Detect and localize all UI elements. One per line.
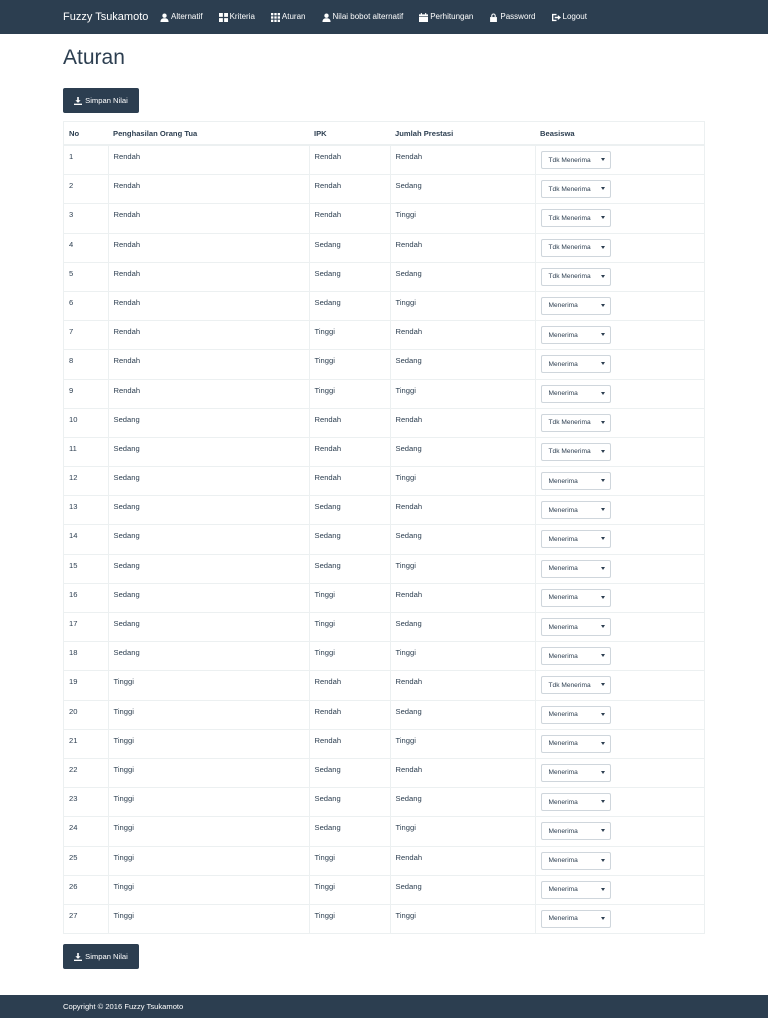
rules-table [63,121,705,934]
beasiswa-select-value: Tdk Menerima [548,244,591,252]
cell-penghasilan: Rendah [108,321,309,350]
table-row [64,904,705,933]
table-row [64,613,705,642]
cell-no: 11 [64,437,109,466]
cell-ipk: Sedang [309,496,390,525]
caret-down-icon [601,275,605,278]
caret-down-icon [601,450,605,453]
top-navbar [0,0,768,34]
nav-item-kriteria[interactable] [219,0,255,34]
cell-ipk: Rendah [309,467,390,496]
table-row [64,788,705,817]
cell-no: 23 [64,788,109,817]
table-header-row [64,122,705,146]
caret-down-icon [601,596,605,599]
cell-prestasi: Rendah [390,583,535,612]
table-row [64,817,705,846]
caret-down-icon [601,479,605,482]
caret-down-icon [601,771,605,774]
cell-no: 8 [64,350,109,379]
cell-penghasilan: Sedang [108,437,309,466]
cell-penghasilan: Sedang [108,583,309,612]
beasiswa-select[interactable] [541,852,611,870]
table-row [64,525,705,554]
caret-down-icon [601,567,605,570]
cell-ipk: Tinggi [309,613,390,642]
table-row [64,204,705,233]
cell-penghasilan: Tinggi [108,846,309,875]
footer [0,995,768,1018]
header-prestasi: Jumlah Prestasi [390,122,535,146]
beasiswa-select[interactable] [541,209,611,227]
table-row [64,321,705,350]
cell-penghasilan: Sedang [108,554,309,583]
beasiswa-select[interactable] [541,414,611,432]
beasiswa-select[interactable] [541,706,611,724]
beasiswa-select[interactable] [541,530,611,548]
table-row [64,729,705,758]
cell-penghasilan: Tinggi [108,817,309,846]
cell-ipk: Sedang [309,788,390,817]
nav-item-label: Kriteria [229,12,255,21]
caret-down-icon [601,917,605,920]
cell-no: 17 [64,613,109,642]
cell-beasiswa [535,817,705,846]
cell-no: 5 [64,262,109,291]
cell-beasiswa [535,233,705,262]
table-row [64,467,705,496]
cell-prestasi: Tinggi [390,904,535,933]
beasiswa-select-value: Tdk Menerima [548,448,591,456]
cell-no: 25 [64,846,109,875]
th-large-icon [219,13,228,22]
beasiswa-select[interactable] [541,180,611,198]
page-title: Aturan [63,46,125,69]
beasiswa-select[interactable] [541,822,611,840]
beasiswa-select[interactable] [541,676,611,694]
beasiswa-select[interactable] [541,501,611,519]
cell-no: 2 [64,175,109,204]
cell-beasiswa [535,379,705,408]
cell-penghasilan: Rendah [108,145,309,175]
cell-penghasilan: Sedang [108,408,309,437]
beasiswa-select[interactable] [541,385,611,403]
cell-beasiswa [535,408,705,437]
cell-penghasilan: Tinggi [108,729,309,758]
nav-item-label: Perhitungan [430,12,474,21]
cell-penghasilan: Tinggi [108,904,309,933]
beasiswa-select-value: Menerima [548,390,578,397]
cell-penghasilan: Tinggi [108,671,309,700]
cell-no: 24 [64,817,109,846]
cell-prestasi: Sedang [390,700,535,729]
cell-no: 3 [64,204,109,233]
cell-no: 6 [64,291,109,320]
cell-beasiswa [535,875,705,904]
nav-item-label: Password [500,12,536,21]
beasiswa-select-value: Menerima [548,857,578,864]
nav-item-aturan[interactable] [271,0,306,34]
caret-down-icon [601,859,605,862]
footer-copyright: Copyright © 2016 Fuzzy Tsukamoto [63,1002,184,1011]
cell-prestasi: Sedang [390,788,535,817]
cell-ipk: Rendah [309,671,390,700]
beasiswa-select-value: Tdk Menerima [548,156,591,164]
cell-no: 14 [64,525,109,554]
cell-beasiswa [535,437,705,466]
table-row [64,291,705,320]
nav-item-alternatif[interactable] [160,0,203,34]
cell-prestasi: Tinggi [390,817,535,846]
calendar-icon [419,13,428,22]
beasiswa-select[interactable] [541,910,611,928]
cell-ipk: Rendah [309,145,390,175]
cell-no: 1 [64,145,109,175]
cell-prestasi: Rendah [390,496,535,525]
header-no: No [64,122,109,146]
cell-ipk: Sedang [309,817,390,846]
cell-penghasilan: Tinggi [108,875,309,904]
cell-beasiswa [535,496,705,525]
beasiswa-select[interactable] [541,735,611,753]
beasiswa-select-value: Tdk Menerima [548,419,591,427]
beasiswa-select[interactable] [541,647,611,665]
caret-down-icon [601,683,605,686]
table-row [64,700,705,729]
cell-beasiswa [535,350,705,379]
th-icon [271,13,280,22]
cell-ipk: Sedang [309,758,390,787]
caret-down-icon [601,800,605,803]
nav-menu [160,0,603,34]
cell-ipk: Tinggi [309,583,390,612]
cell-ipk: Sedang [309,554,390,583]
beasiswa-select-value: Menerima [548,331,578,339]
caret-down-icon [601,333,605,336]
beasiswa-select-value: Menerima [548,652,578,660]
cell-no: 7 [64,321,109,350]
cell-beasiswa [535,788,705,817]
cell-ipk: Sedang [309,262,390,291]
cell-prestasi: Sedang [390,262,535,291]
nav-item-password[interactable] [489,0,535,34]
nav-item-label: Aturan [281,12,306,21]
cell-beasiswa [535,583,705,612]
cell-ipk: Sedang [309,291,390,320]
cell-prestasi: Tinggi [390,379,535,408]
caret-down-icon [601,508,605,511]
cell-beasiswa [535,321,705,350]
beasiswa-select-value: Menerima [548,594,578,602]
cell-no: 27 [64,904,109,933]
beasiswa-select[interactable] [541,297,611,315]
cell-no: 13 [64,496,109,525]
beasiswa-select-value: Menerima [548,506,578,514]
cell-ipk: Rendah [309,437,390,466]
log-out-icon [552,13,561,22]
brand-link[interactable]: Fuzzy Tsukamoto [63,11,149,23]
cell-penghasilan: Sedang [108,496,309,525]
cell-ipk: Rendah [309,408,390,437]
caret-down-icon [601,742,605,745]
cell-no: 20 [64,700,109,729]
beasiswa-select[interactable] [541,589,611,607]
cell-beasiswa [535,525,705,554]
cell-prestasi: Sedang [390,613,535,642]
table-row [64,175,705,204]
cell-beasiswa [535,846,705,875]
header-beasiswa: Beasiswa [535,122,705,146]
cell-no: 10 [64,408,109,437]
beasiswa-select[interactable] [541,326,611,344]
cell-no: 26 [64,875,109,904]
cell-penghasilan: Sedang [108,467,309,496]
beasiswa-select[interactable] [541,881,611,899]
cell-no: 12 [64,467,109,496]
user-icon [322,13,331,22]
cell-prestasi: Rendah [390,408,535,437]
caret-down-icon [601,216,605,219]
cell-penghasilan: Rendah [108,350,309,379]
cell-penghasilan: Sedang [108,525,309,554]
cell-ipk: Tinggi [309,350,390,379]
cell-ipk: Sedang [309,233,390,262]
cell-beasiswa [535,145,705,175]
beasiswa-select[interactable] [541,443,611,461]
table-row [64,437,705,466]
nav-item-nilai-bobot-alternatif[interactable] [322,0,404,34]
caret-down-icon [601,246,605,249]
cell-beasiswa [535,262,705,291]
save-button-bottom[interactable] [63,944,139,969]
caret-down-icon [601,537,605,540]
cell-prestasi: Tinggi [390,554,535,583]
cell-ipk: Tinggi [309,846,390,875]
cell-beasiswa [535,291,705,320]
beasiswa-select-value: Tdk Menerima [548,681,591,689]
save-button-label: Simpan Nilai [85,952,128,961]
cell-prestasi: Rendah [390,321,535,350]
nav-item-label: Alternatif [171,12,203,21]
table-row [64,408,705,437]
table-row [64,671,705,700]
cell-penghasilan: Rendah [108,204,309,233]
cell-prestasi: Tinggi [390,204,535,233]
table-row [64,145,705,175]
user-icon [160,13,169,22]
cell-ipk: Rendah [309,700,390,729]
nav-item-label: Logout [562,12,587,21]
cell-beasiswa [535,904,705,933]
cell-no: 16 [64,583,109,612]
cell-prestasi: Tinggi [390,291,535,320]
table-row [64,379,705,408]
cell-ipk: Tinggi [309,321,390,350]
cell-prestasi: Sedang [390,875,535,904]
cell-ipk: Rendah [309,204,390,233]
cell-no: 9 [64,379,109,408]
cell-penghasilan: Rendah [108,262,309,291]
beasiswa-select-value: Menerima [548,886,578,894]
caret-down-icon [601,888,605,891]
table-row [64,642,705,671]
lock-icon [489,13,498,22]
beasiswa-select-value: Menerima [548,477,578,485]
cell-no: 4 [64,233,109,262]
cell-penghasilan: Rendah [108,175,309,204]
cell-prestasi: Rendah [390,145,535,175]
beasiswa-select-value: Menerima [548,535,578,543]
header-penghasilan: Penghasilan Orang Tua [108,122,309,146]
caret-down-icon [601,158,605,161]
table-row [64,846,705,875]
cell-no: 19 [64,671,109,700]
cell-beasiswa [535,554,705,583]
beasiswa-select-value: Menerima [548,302,578,310]
cell-ipk: Rendah [309,175,390,204]
cell-beasiswa [535,467,705,496]
cell-prestasi: Sedang [390,350,535,379]
cell-prestasi: Tinggi [390,467,535,496]
nav-item-label: Nilai bobot alternatif [332,12,404,21]
table-row [64,875,705,904]
beasiswa-select[interactable] [541,268,611,286]
beasiswa-select[interactable] [541,355,611,373]
cell-penghasilan: Rendah [108,291,309,320]
table-row [64,554,705,583]
beasiswa-select-value: Tdk Menerima [548,273,591,281]
caret-down-icon [601,362,605,365]
nav-item-perhitungan[interactable] [419,0,473,34]
cell-no: 21 [64,729,109,758]
beasiswa-select-value: Menerima [548,623,578,631]
cell-no: 18 [64,642,109,671]
cell-ipk: Tinggi [309,642,390,671]
cell-beasiswa [535,204,705,233]
beasiswa-select-value: Tdk Menerima [548,214,591,222]
beasiswa-select[interactable] [541,151,611,169]
beasiswa-select[interactable] [541,239,611,257]
cell-penghasilan: Rendah [108,233,309,262]
cell-ipk: Tinggi [309,875,390,904]
beasiswa-select-value: Menerima [548,769,578,777]
cell-no: 22 [64,758,109,787]
cell-ipk: Tinggi [309,904,390,933]
save-button-label: Simpan Nilai [85,96,128,105]
cell-penghasilan: Tinggi [108,700,309,729]
cell-beasiswa [535,700,705,729]
beasiswa-select-value: Menerima [548,360,578,368]
download-icon [74,953,82,961]
beasiswa-select[interactable] [541,793,611,811]
beasiswa-select-value: Menerima [548,798,578,806]
cell-ipk: Rendah [309,729,390,758]
cell-penghasilan: Sedang [108,613,309,642]
cell-ipk: Sedang [309,525,390,554]
caret-down-icon [601,654,605,657]
table-row [64,262,705,291]
beasiswa-select[interactable] [541,764,611,782]
cell-beasiswa [535,729,705,758]
beasiswa-select-value: Menerima [548,915,578,923]
beasiswa-select-value: Tdk Menerima [548,185,591,193]
save-button-top[interactable] [63,88,139,113]
caret-down-icon [601,187,605,190]
download-icon [74,97,82,105]
cell-prestasi: Sedang [390,437,535,466]
cell-beasiswa [535,642,705,671]
cell-prestasi: Sedang [390,175,535,204]
beasiswa-select-value: Menerima [548,827,578,835]
beasiswa-select-value: Menerima [548,740,578,748]
beasiswa-select[interactable] [541,472,611,490]
cell-prestasi: Rendah [390,758,535,787]
table-row [64,758,705,787]
table-row [64,350,705,379]
caret-down-icon [601,625,605,628]
header-ipk: IPK [309,122,390,146]
cell-prestasi: Tinggi [390,729,535,758]
caret-down-icon [601,829,605,832]
table-row [64,496,705,525]
cell-penghasilan: Tinggi [108,758,309,787]
cell-penghasilan: Rendah [108,379,309,408]
beasiswa-select[interactable] [541,618,611,636]
cell-beasiswa [535,175,705,204]
cell-beasiswa [535,758,705,787]
cell-beasiswa [535,613,705,642]
beasiswa-select[interactable] [541,560,611,578]
table-row [64,583,705,612]
caret-down-icon [601,304,605,307]
cell-prestasi: Tinggi [390,642,535,671]
caret-down-icon [601,713,605,716]
cell-prestasi: Sedang [390,525,535,554]
cell-beasiswa [535,671,705,700]
cell-no: 15 [64,554,109,583]
caret-down-icon [601,392,605,395]
beasiswa-select-value: Menerima [548,565,578,573]
table-row [64,233,705,262]
beasiswa-select-value: Menerima [548,711,578,719]
cell-prestasi: Rendah [390,671,535,700]
cell-prestasi: Rendah [390,846,535,875]
cell-penghasilan: Tinggi [108,788,309,817]
nav-item-logout[interactable] [552,0,587,34]
cell-penghasilan: Sedang [108,642,309,671]
cell-prestasi: Rendah [390,233,535,262]
caret-down-icon [601,421,605,424]
cell-ipk: Tinggi [309,379,390,408]
